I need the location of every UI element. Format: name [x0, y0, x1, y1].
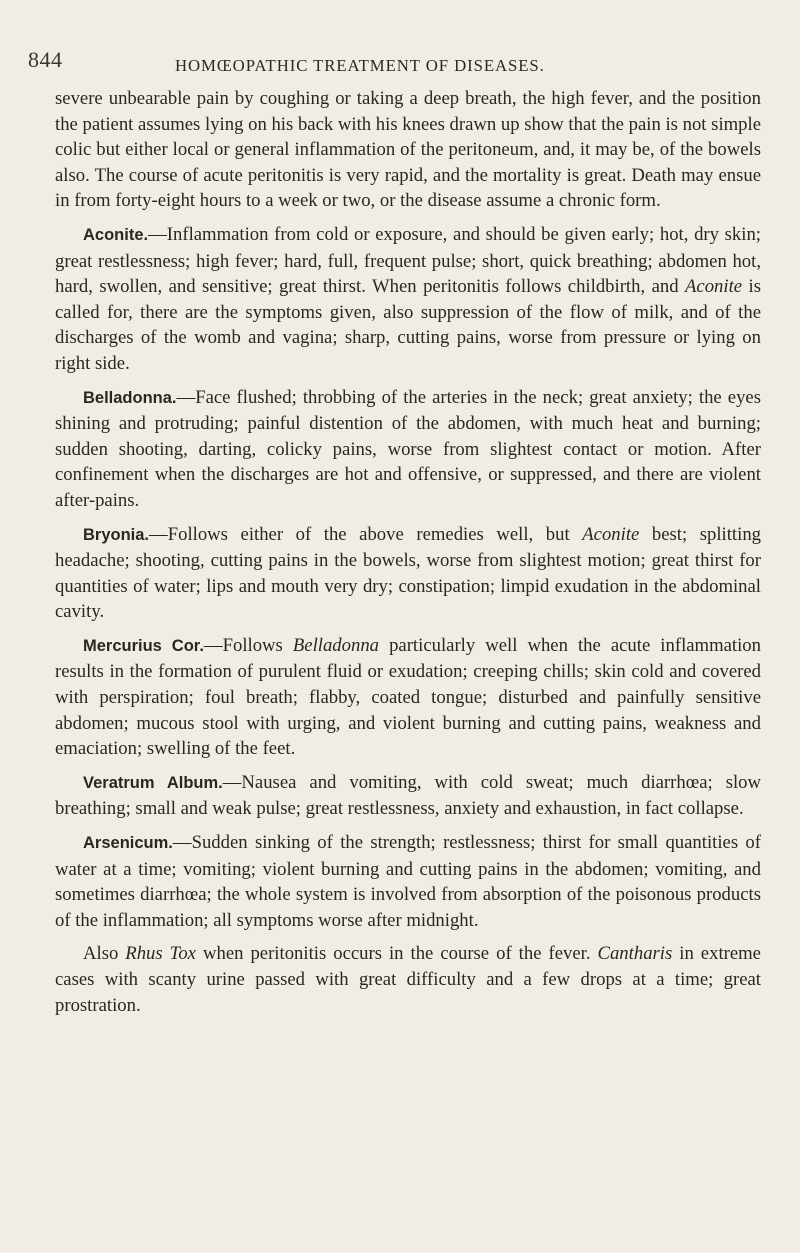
paragraph-text: —Nausea and vomiting, with cold sweat; much diarrhœa; slow breathing; small and weak pulse; great restlessness, anxiety and exhaustion, in fact collapse. — [55, 771, 761, 820]
remedy-reference: Belladonna — [292, 634, 380, 656]
paragraph-text: —Follows — [203, 634, 293, 656]
remedy-reference: Aconite — [685, 276, 743, 298]
paragraph-text: —Inflammation from cold or exposure, and should be given early; hot, dry skin; great restlessness; high fever; hard, full, frequent pulse; short, quick breathing; abdomen hot, hard, swollen, and sensitive; great thirst. When peritonitis follows childbirth, and — [55, 223, 761, 298]
paragraph-text: —Sudden sinking of the strength; restlessness; thirst for small quantities of water at a time; vomiting; violent burning and cutting pains in the abdomen; vomiting, and sometimes diarrhœa; the whole system is involved from absorption of the poisonous products of the inflammation; all symptoms worse after midnight. — [55, 832, 761, 931]
remedy-heading-belladonna: Belladonna. — [83, 388, 177, 407]
paragraph-veratrum-album — [55, 770, 761, 822]
paragraph-text: —Follows either of the above remedies well, but — [149, 523, 583, 545]
remedy-reference: Rhus Tox — [125, 943, 196, 965]
paragraph-arsenicum — [55, 830, 761, 933]
paragraph-text: best; splitting headache; shooting, cutting pains in the bowels, worse from slightest motion; great thirst for quantities of water; lips and mouth very dry; constipation; limpid exudation in the abdominal cavity. — [55, 523, 762, 623]
paragraph-bryonia — [55, 522, 761, 625]
paragraph-intro — [55, 86, 761, 214]
paragraph-also — [55, 941, 761, 1018]
remedy-heading-arsenicum: Arsenicum. — [83, 834, 173, 853]
remedy-heading-bryonia: Bryonia. — [83, 525, 150, 544]
remedy-reference: Aconite — [582, 523, 640, 545]
paragraph-text: Also — [83, 943, 126, 965]
running-head: HOMŒOPATHIC TREATMENT OF DISEASES. — [175, 56, 545, 75]
paragraph-text: —Face flushed; throbbing of the arteries in the neck; great anxiety; the eyes shining and protruding; painful distention of the abdomen, with much heat and burning; sudden shooting, darting, colicky pains, worse from slightest contact or motion. After confinement when the discharges are hot and offensive, or suppressed, and there are violent after-pains. — [55, 386, 761, 511]
paragraph-text: when peritonitis occurs in the course of the fever. — [195, 943, 598, 965]
paragraph-aconite — [55, 222, 761, 377]
paragraph-belladonna — [55, 385, 761, 514]
intro-text: severe unbearable pain by coughing or taking a deep breath, the high fever, and the position the patient assumes lying on his back with his knees drawn up show that the pain is not simple colic but either local or general inflammation of the peritoneum, and, it may be, of the bowels also. The course of acute peritonitis is very rapid, and the mortality is great. Death may ensue in from forty-eight hours to a week or two, or the disease assume a chronic form. — [55, 88, 761, 212]
remedy-heading-veratrum-album: Veratrum Album. — [83, 773, 223, 792]
remedy-heading-mercurius-cor: Mercurius Cor. — [83, 636, 204, 655]
paragraph-text: in extreme cases with scanty urine passed with great difficulty and a few drops at a time; great prostration. — [55, 943, 761, 1016]
remedy-heading-aconite: Aconite. — [83, 225, 149, 244]
page-number: 844 — [28, 47, 63, 72]
paragraph-mercurius-cor — [55, 633, 761, 762]
remedy-reference: Cantharis — [597, 943, 673, 965]
paragraph-text: particularly well when the acute inflammation results in the formation of purulent fluid or exudation; creeping chills; skin cold and covered with perspiration; foul breath; flabby, coated tongue; disturbed and painfully sensitive abdomen; mucous stool with urging, and violent burning and cutting pains, weakness and emaciation; swelling of the feet. — [55, 634, 761, 760]
paragraph-text: is called for, there are the symptoms given, also suppression of the flow of milk, and of the discharges of the womb and vagina; sharp, cutting pains, worse from pressure or lying on right side. — [55, 276, 761, 374]
body-text — [55, 86, 761, 1018]
